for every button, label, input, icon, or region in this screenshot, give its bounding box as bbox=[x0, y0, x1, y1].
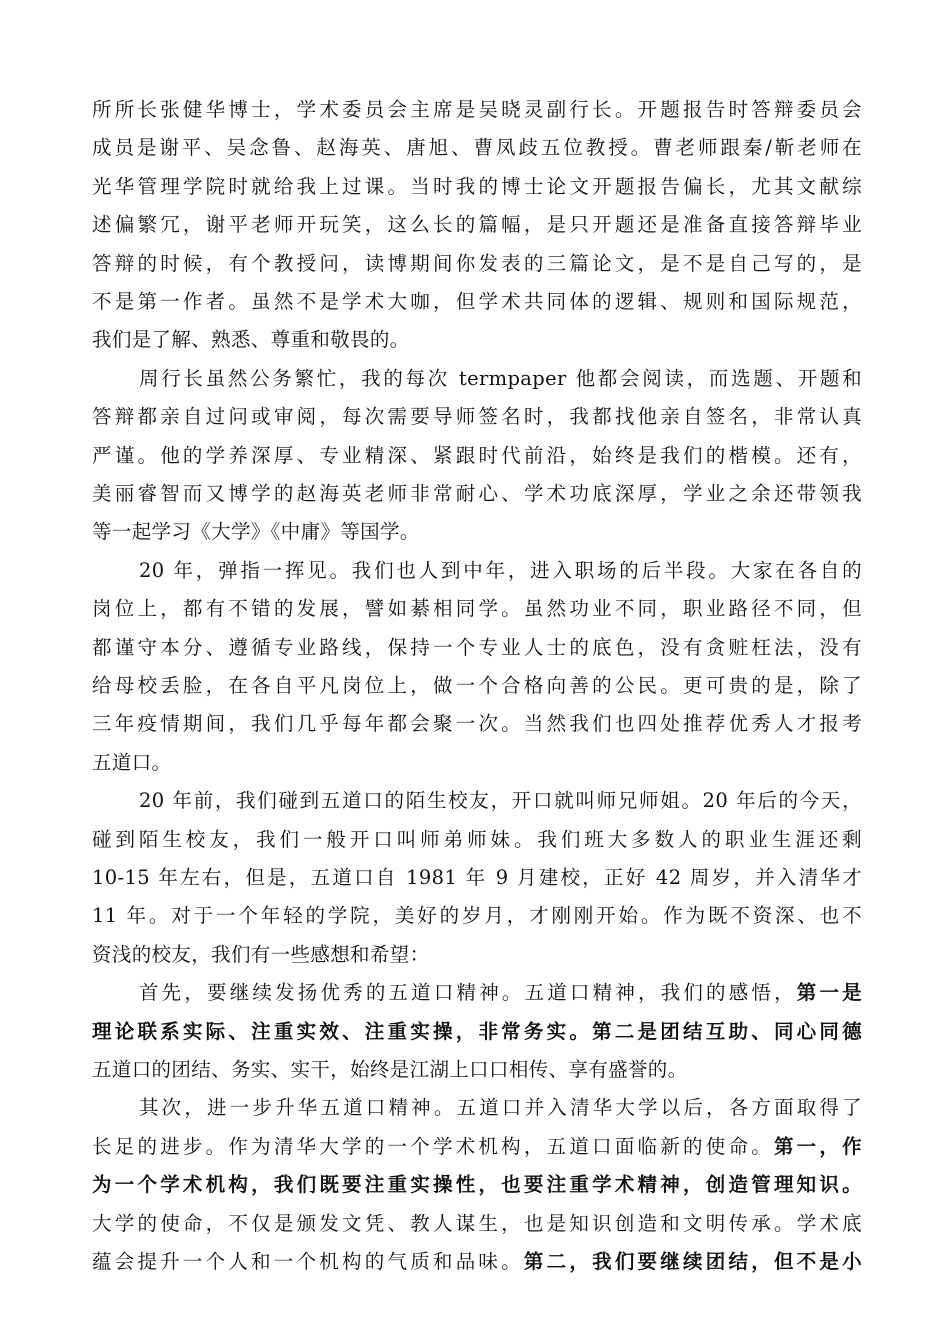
text-line bbox=[92, 207, 862, 243]
text-line bbox=[92, 1244, 862, 1280]
text-run: 给母校丢脸，在各自平凡岗位上，做一个合格向善的公民。更可贵的是，除了 bbox=[92, 674, 862, 697]
text-run: 蕴会提升一个人和一个机构的气质和品味。 bbox=[92, 1250, 524, 1273]
text-line bbox=[92, 399, 862, 435]
text-line bbox=[92, 1014, 862, 1050]
text-run: 不是第一作者。虽然不是学术大咖，但学术共同体的逻辑、规则和国际规范， bbox=[92, 290, 862, 313]
text-line bbox=[92, 553, 862, 589]
text-run: 答辩的时候，有个教授问，读博期间你发表的三篇论文，是不是自己写的，是 bbox=[92, 251, 862, 275]
text-line bbox=[92, 630, 862, 666]
text-run: 周行长虽然公务繁忙，我的每次 termpaper 他都会阅读，而选题、开题和 bbox=[139, 366, 862, 390]
text-line bbox=[92, 130, 862, 166]
text-run: 其次，进一步升华五道口精神。五道口并入清华大学以后，各方面取得了 bbox=[139, 1096, 862, 1120]
text-line bbox=[92, 668, 862, 704]
text-run: 我们是了解、熟悉、尊重和敬畏的。 bbox=[92, 328, 410, 352]
text-run: 美丽睿智而又博学的赵海英老师非常耐心、学术功底深厚，学业之余还带领我 bbox=[92, 482, 862, 505]
text-run: 成员是谢平、吴念鲁、赵海英、唐旭、曹凤歧五位教授。曹老师跟秦/靳老师在 bbox=[92, 136, 862, 160]
text-line bbox=[92, 1129, 862, 1165]
text-line bbox=[92, 284, 862, 320]
text-run: 长足的进步。作为清华大学的一个学术机构，五道口面临新的使命。 bbox=[92, 1134, 774, 1158]
bold-text-run: 第一，作 bbox=[773, 1134, 862, 1158]
text-line bbox=[92, 745, 171, 781]
text-line bbox=[92, 438, 862, 474]
text-line bbox=[92, 246, 862, 282]
text-line bbox=[92, 1090, 862, 1126]
text-run: 20 年前，我们碰到五道口的陌生校友，开口就叫师兄师姐。20 年后的今天， bbox=[139, 789, 862, 813]
text-run: 碰到陌生校友，我们一般开口叫师弟师妹。我们班大多数人的职业生涯还剩 bbox=[92, 827, 862, 851]
text-run: 光华管理学院时就给我上过课。当时我的博士论文开题报告偏长，尤其文献综 bbox=[92, 174, 862, 198]
text-run: 大学的使命，不仅是颁发文凭、教人谋生，也是知识创造和文明传承。学术底 bbox=[92, 1211, 862, 1235]
text-run: 所所长张健华博士，学术委员会主席是吴晓灵副行长。开题报告时答辩委员会 bbox=[92, 98, 862, 121]
text-line bbox=[92, 1052, 688, 1088]
text-run: 等一起学习《大学》《中庸》等国学。 bbox=[92, 520, 420, 544]
text-run: 岗位上，都有不错的发展，譬如綦相同学。虽然功业不同，职业路径不同，但 bbox=[92, 597, 862, 621]
text-run: 答辩都亲自过问或审阅，每次需要导师签名时，我都找他亲自签名，非常认真 bbox=[92, 405, 862, 429]
bold-text-run: 为一个学术机构，我们既要注重实操性，也要注重学术精神，创造管理知识。 bbox=[92, 1173, 862, 1197]
text-run: 三年疫情期间，我们几乎每年都会聚一次。当然我们也四处推荐优秀人才报考 bbox=[92, 712, 862, 736]
text-run: 五道口的团结、务实、实干，始终是江湖上口口相传、享有盛誉的。 bbox=[92, 1058, 688, 1081]
text-line bbox=[92, 860, 862, 896]
text-line bbox=[92, 783, 862, 819]
text-line bbox=[92, 898, 862, 934]
text-line bbox=[92, 169, 862, 205]
text-run: 述偏繁冗，谢平老师开玩笑，这么长的篇幅，是只开题还是准备直接答辩毕业 bbox=[92, 213, 862, 237]
bold-text-run: 第一是 bbox=[796, 981, 862, 1005]
text-line bbox=[92, 361, 862, 397]
text-run: 资浅的校友，我们有一些感想和希望： bbox=[92, 942, 430, 966]
text-line bbox=[92, 591, 862, 627]
text-run: 都谨守本分、遵循专业路线，保持一个专业人士的底色，没有贪赃枉法，没有 bbox=[92, 635, 862, 659]
text-line bbox=[92, 476, 862, 512]
text-run: 五道口。 bbox=[92, 750, 172, 774]
text-run: 首先，要继续发扬优秀的五道口精神。五道口精神，我们的感悟， bbox=[139, 981, 797, 1005]
text-line bbox=[92, 822, 862, 858]
text-run: 20 年，弹指一挥见。我们也人到中年，进入职场的后半段。大家在各自的 bbox=[139, 558, 862, 582]
text-run: 严谨。他的学养深厚、专业精深、紧跟时代前沿，始终是我们的楷模。还有， bbox=[92, 443, 862, 467]
text-line bbox=[92, 706, 862, 742]
bold-text-run: 理论联系实际、注重实效、注重实操，非常务实。第二是团结互助、同心同德 bbox=[92, 1019, 862, 1043]
text-line bbox=[92, 514, 420, 550]
text-line bbox=[92, 937, 429, 973]
text-line bbox=[92, 322, 410, 358]
text-line bbox=[92, 1206, 862, 1242]
text-run: 10-15 年左右，但是，五道口自 1981 年 9 月建校，正好 42 周岁，并入清华才 bbox=[92, 866, 862, 889]
text-run: 11 年。对于一个年轻的学院，美好的岁月，才刚刚开始。作为既不资深、也不 bbox=[92, 904, 862, 928]
text-line bbox=[92, 1167, 862, 1203]
bold-text-run: 第二，我们要继续团结，但不是小 bbox=[523, 1250, 862, 1273]
text-line bbox=[92, 975, 862, 1011]
text-line bbox=[92, 92, 862, 128]
